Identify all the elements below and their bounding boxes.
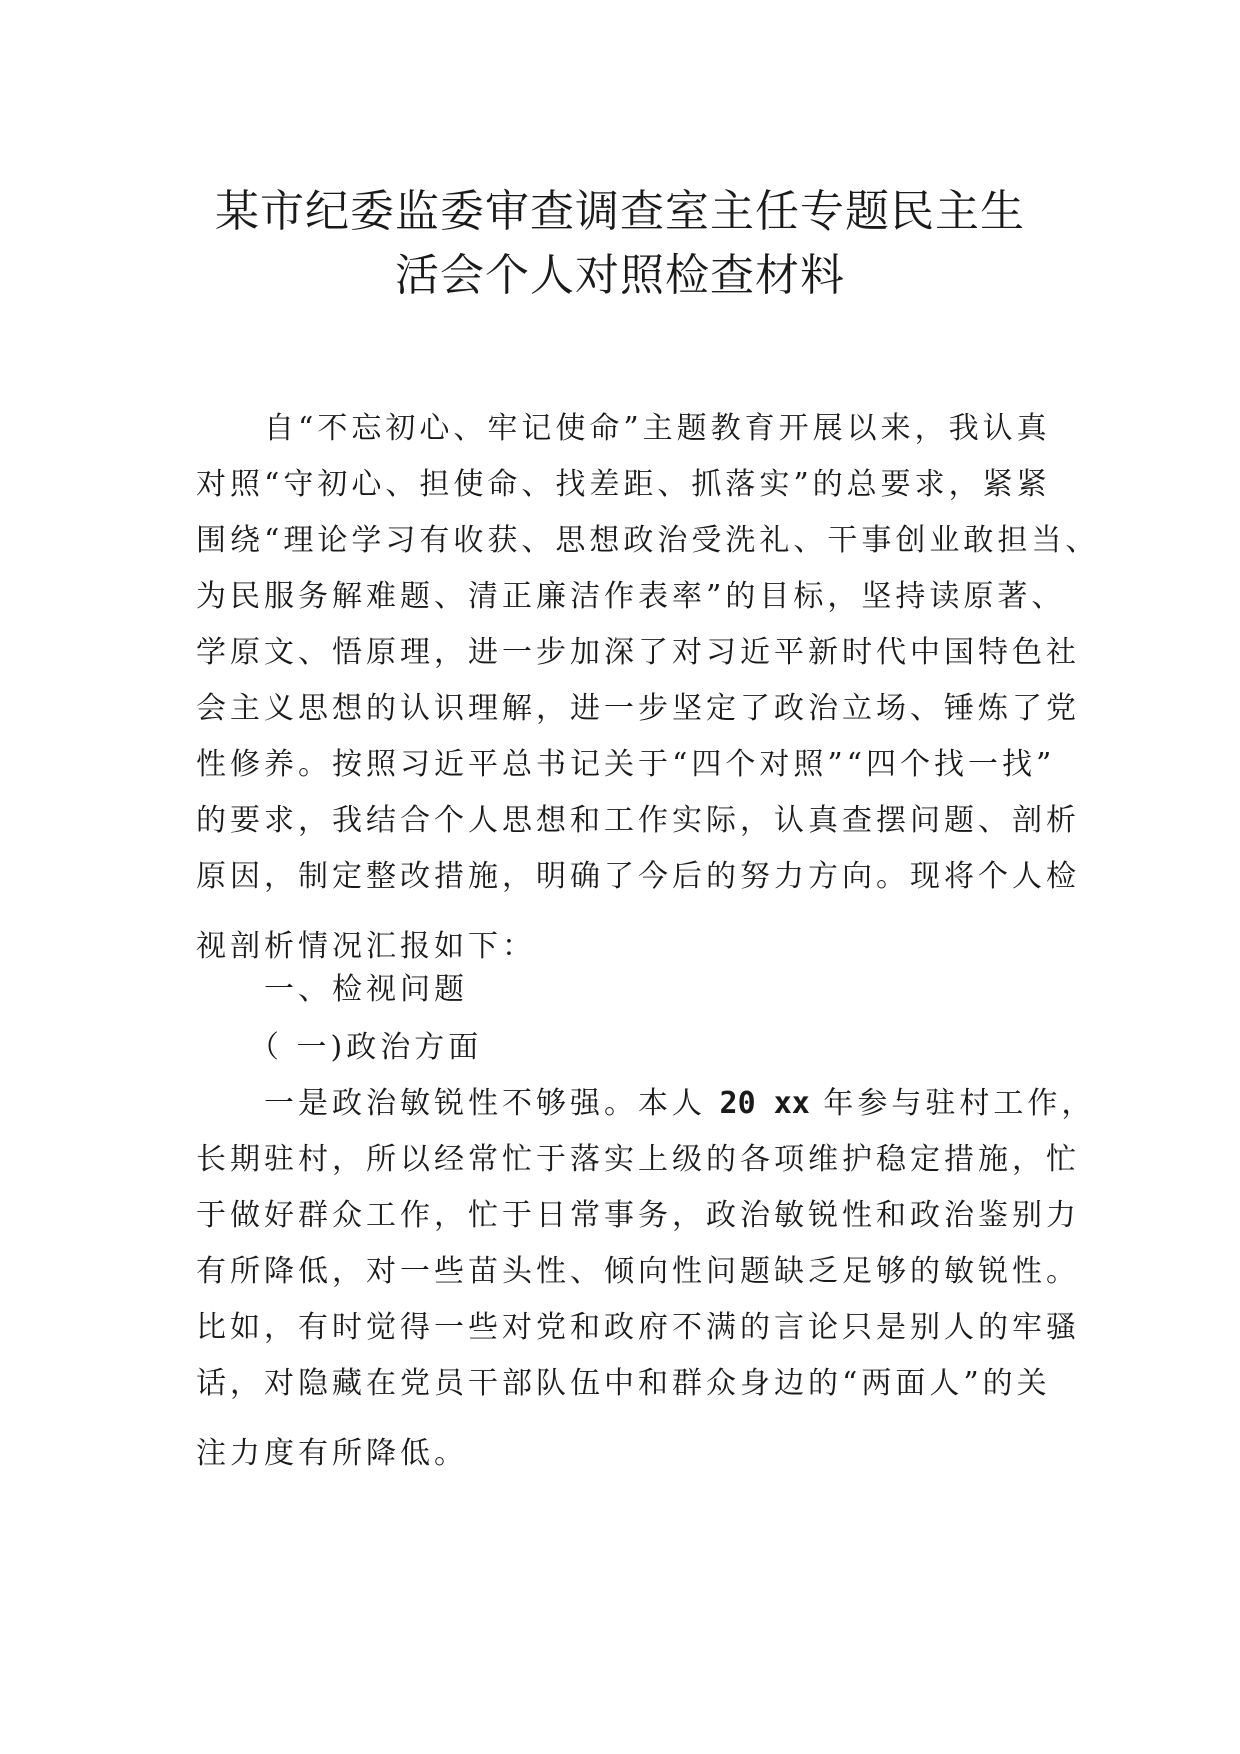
paragraph-line: 性修养。按照习近平总书记关于“四个对照”“四个找一找”: [196, 747, 1056, 782]
title-line-1: 某市纪委监委审查调查室主任专题民主生: [215, 186, 1025, 237]
section-heading-text: 一、检视问题: [196, 972, 468, 1007]
paragraph-line: 原因，制定整改措施，明确了今后的努力方向。现将个人检: [196, 859, 1080, 894]
year-number: 20 xx: [719, 1086, 810, 1121]
intro-paragraph: [196, 401, 1100, 975]
section-heading: [196, 962, 1046, 1018]
paragraph-line: 围绕“理论学习有收获、思想政治受洗礼、干事创业敢担当、: [196, 523, 1100, 558]
paragraph-line: 视剖析情况汇报如下：: [196, 929, 536, 964]
paragraph-line: 对照“守初心、担使命、找差距、抓落实”的总要求，紧紧: [196, 467, 1051, 502]
paragraph-line: 为民服务解难题、清正廉洁作表率”的目标，坚持读原著、: [196, 579, 1066, 614]
paragraph-line: 有所降低，对一些苗头性、倾向性问题缺乏足够的敏锐性。: [196, 1254, 1080, 1289]
paragraph-line: 会主义思想的认识理解，进一步坚定了政治立场、锤炼了党: [196, 691, 1080, 726]
paragraph-line: [196, 1076, 1096, 1132]
point-prefix: 一是政治敏锐性不够强。本人: [196, 1086, 720, 1121]
document-title: [0, 180, 1240, 308]
paragraph-line: 话，对隐藏在党员干部队伍中和群众身边的“两面人”的关: [196, 1366, 1051, 1401]
sub-section-heading: [196, 1020, 1046, 1076]
paragraph-line: 学原文、悟原理，进一步加深了对习近平新时代中国特色社: [196, 635, 1080, 670]
sub-section-heading-text: （ 一)政治方面: [196, 1030, 483, 1065]
paragraph-line: 的要求，我结合个人思想和工作实际，认真查摆问题、剖析: [196, 803, 1080, 838]
paragraph-line: 注力度有所降低。: [196, 1436, 468, 1471]
point-suffix: 年参与驻村工作，: [809, 1086, 1096, 1121]
title-line-2: 活会个人对照检查材料: [395, 250, 845, 301]
paragraph-line: 于做好群众工作，忙于日常事务，政治敏锐性和政治鉴别力: [196, 1198, 1080, 1233]
point-paragraph: [196, 1076, 1096, 1482]
paragraph-line: 自“不忘初心、牢记使命”主题教育开展以来，我认真: [196, 411, 1051, 446]
paragraph-line: 长期驻村，所以经常忙于落实上级的各项维护稳定措施，忙: [196, 1142, 1080, 1177]
paragraph-line: 比如，有时觉得一些对党和政府不满的言论只是别人的牢骚: [196, 1310, 1080, 1345]
